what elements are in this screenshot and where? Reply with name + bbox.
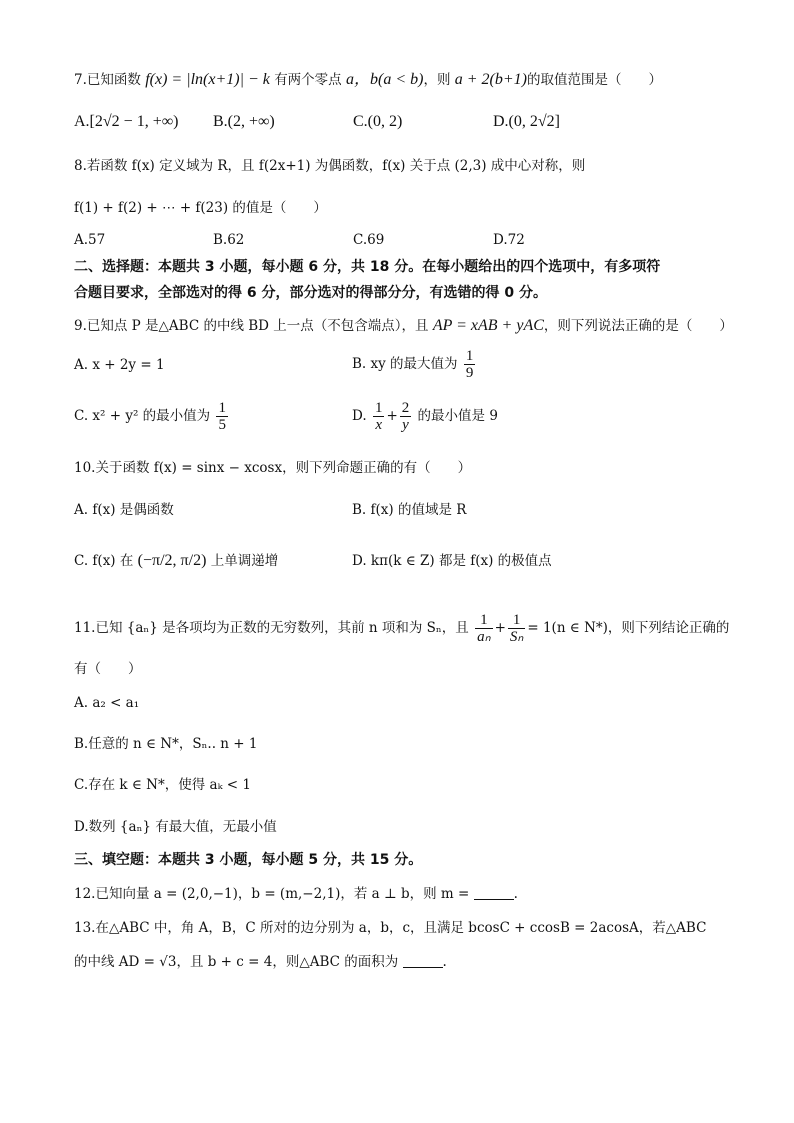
q7-expr: a + 2(b+1) [454, 71, 527, 88]
q7-formula: f(x) = |ln(x+1)| − k [145, 71, 270, 88]
q11-option-c: C.存在 k ∈ N*，使得 aₖ < 1 [74, 777, 251, 793]
frac-den: y [402, 417, 409, 433]
q9-option-a: A. x + 2y = 1 [74, 357, 165, 373]
q11-option-a: A. a₂ < a₁ [74, 695, 140, 711]
q10-option-c-text: C. f(x) 在 [74, 553, 134, 569]
q11-stem-b: = 1(n ∈ N*)，则下列结论正确的 [527, 620, 730, 636]
q7-stem-c: ，则 [423, 72, 451, 88]
q13-line1: 13.在△ABC 中，角 A，B，C 所对的边分别为 a，b，c，且满足 bcosC + ccosB = 2acosA，若△ABC [74, 920, 707, 936]
q9-option-b [352, 348, 477, 381]
frac-den: 5 [218, 417, 226, 433]
frac-den: aₙ [477, 629, 491, 645]
frac-num: 1 [218, 400, 226, 416]
frac-num: 2 [401, 400, 410, 416]
q8-option-d: D.72 [493, 232, 525, 248]
section3-heading: 三、填空题：本题共 3 小题，每小题 5 分，共 15 分。 [74, 852, 423, 868]
q11-option-b: B.任意的 n ∈ N*，Sₙ.. n + 1 [74, 736, 258, 752]
q10-option-b: B. f(x) 的值域是 R [352, 502, 467, 518]
q9-option-d-text: 的最小值是 9 [417, 408, 498, 424]
q11-frac2 [508, 612, 525, 645]
q9-stem-b: ，则下列说法正确的是（ ） [543, 318, 733, 334]
frac-den: 9 [465, 365, 474, 381]
q7-option-a: A.[2√2 − 1, +∞) [74, 113, 179, 130]
q12-stem-b: . [513, 886, 518, 902]
q10-option-c [74, 551, 278, 571]
q7-stem-b: 有两个零点 [274, 72, 342, 88]
frac-den: x [375, 417, 383, 433]
q9-option-c-text: C. x² + y² 的最小值为 [74, 408, 211, 424]
q13-answer-blank [403, 953, 443, 968]
q13-line2-text: 的中线 AD = √3，且 b + c = 4，则△ABC 的面积为 [74, 954, 399, 970]
q9-stem-a: 9.已知点 P 是△ABC 的中线 BD 上一点（不包含端点），且 [74, 318, 429, 334]
q8-option-a: A.57 [74, 232, 106, 248]
frac-num: 1 [508, 612, 525, 629]
q11-stem [74, 612, 729, 645]
q8-option-b: B.62 [213, 232, 245, 248]
q9-option-b-text: B. xy 的最大值为 [352, 356, 458, 372]
frac-num: 1 [465, 348, 474, 364]
plus-sign: + [386, 408, 398, 424]
q11-stem-a: 11.已知 {aₙ} 是各项均为正数的无穷数列，其前 n 项和为 Sₙ，且 [74, 620, 469, 636]
q9-vector-eq: AP = xAB + yAC [432, 317, 544, 334]
q11-line2: 有（ ） [74, 661, 142, 677]
q9-option-d-frac1 [373, 400, 385, 433]
q8-line1: 8.若函数 f(x) 定义域为 R，且 f(2x+1) 为偶函数，f(x) 关于点 (2,3) 成中心对称，则 [74, 158, 586, 174]
q7-option-c: C.(0, 2) [353, 113, 403, 130]
q9-option-c-fraction [216, 400, 228, 433]
q7-option-d: D.(0, 2√2] [493, 113, 560, 130]
q12-answer-blank [474, 885, 514, 900]
q9-option-d-frac2 [400, 400, 412, 433]
q8-line2: f(1) + f(2) + ⋯ + f(23) 的值是（ ） [74, 200, 327, 216]
section2-heading-line2: 合题目要求，全部选对的得 6 分，部分选对的得部分分，有选错的得 0 分。 [74, 285, 547, 301]
plus-sign: + [494, 620, 506, 636]
q7-zeros: a，b(a < b) [345, 71, 424, 88]
q9-option-d [352, 400, 498, 433]
q9-option-b-fraction [464, 348, 476, 381]
q10-option-c-interval: (−π/2, π/2) [137, 552, 207, 569]
q7-stem [74, 70, 662, 90]
q7-stem-d: 的取值范围是（ ） [527, 72, 662, 88]
q13-line2 [74, 952, 447, 972]
q11-frac1 [475, 612, 492, 645]
q7-option-b: B.(2, +∞) [213, 113, 275, 130]
q12-stem-a: 12.已知向量 a = (2,0,−1)，b = (m,−2,1)，若 a ⊥ b，则 m = [74, 886, 470, 902]
frac-num: 1 [475, 612, 492, 629]
q8-option-c: C.69 [353, 232, 385, 248]
q10-option-a: A. f(x) 是偶函数 [74, 502, 174, 518]
section2-heading-line1: 二、选择题：本题共 3 小题，每小题 6 分，共 18 分。在每小题给出的四个选项中，有多项符 [74, 259, 661, 275]
q10-stem: 10.关于函数 f(x) = sinx − xcosx，则下列命题正确的有（ ） [74, 460, 472, 476]
q9-option-c [74, 400, 230, 433]
q7-stem-a: 7.已知函数 [74, 72, 141, 88]
q10-option-c-tail: 上单调递增 [210, 553, 279, 569]
q10-option-d: D. kπ(k ∈ Z) 都是 f(x) 的极值点 [352, 553, 552, 569]
q11-option-d: D.数列 {aₙ} 有最大值，无最小值 [74, 819, 277, 835]
frac-den: Sₙ [509, 629, 524, 645]
q9-stem [74, 316, 733, 336]
q12-stem [74, 884, 518, 904]
frac-num: 1 [374, 400, 383, 416]
q13-line2-end: . [442, 954, 447, 970]
q9-option-d-label: D. [352, 408, 367, 424]
